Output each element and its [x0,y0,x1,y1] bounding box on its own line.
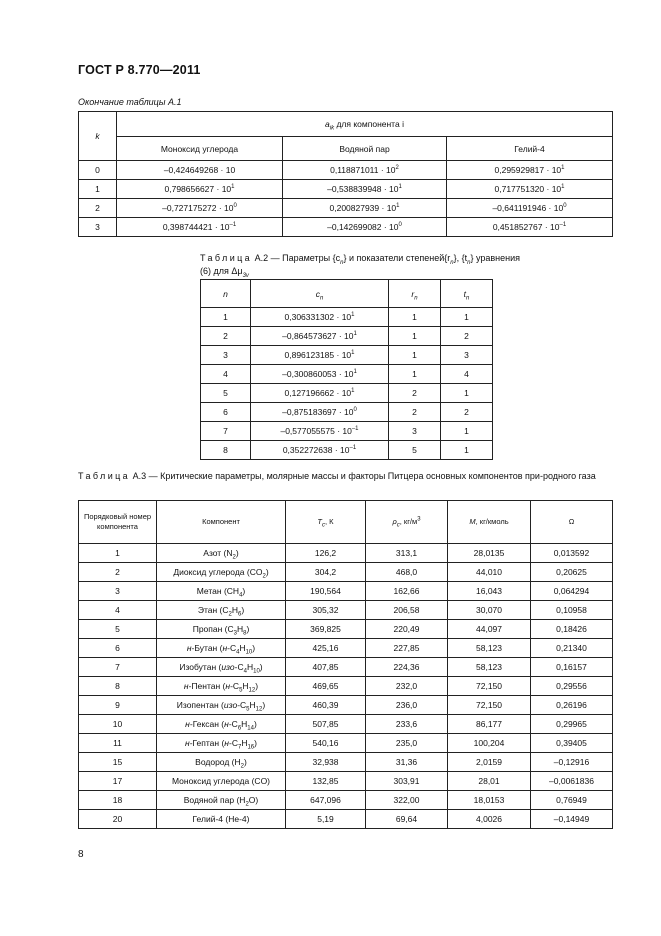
table3-component-cell: н-Бутан $(н-C_4H_{10})$ [157,639,286,658]
table3-component-cell: Водород $(H_2)$ [157,753,286,772]
table-row [79,753,613,772]
table3-component-cell: Азот $(N_2)$ [157,544,286,563]
table1-value-cell: $0,295929817 \cdot 10^1$ [447,161,613,180]
table3-num-cell: 3 [79,582,157,601]
table2-n-cell: 6 [201,403,251,422]
table-row [201,403,493,422]
table1-k-cell: 2 [79,199,117,218]
table3-rho-cell: 206,58 [366,601,448,620]
table3-m-cell: 28,0135 [448,544,531,563]
table3-m-cell: 18,0153 [448,791,531,810]
table2-n-cell: 7 [201,422,251,441]
document-header: ГОСТ Р 8.770—2011 [78,63,201,77]
table3-rho-cell: 468,0 [366,563,448,582]
table3-tc-header: $T_c$, К [286,501,366,544]
table2-n-cell: 1 [201,308,251,327]
table-row [79,218,613,237]
table2-r-cell: 3 [389,422,441,441]
table3-omega-cell: 0,20625 [531,563,613,582]
table3-num-cell: 15 [79,753,157,772]
table3-num-cell: 5 [79,620,157,639]
table3-tc-cell: 132,85 [286,772,366,791]
table3-rho-cell: 220,49 [366,620,448,639]
table2-caption: Таблица А.2 — Параметры $\{c_n\}$ и показатели $степеней\{r_n\}$, $\{t_n\}$ уравнения (6) для $\Delta\mu_{3v}$ [200,253,520,279]
table3-omega-cell: 0,10958 [531,601,613,620]
table1-k-cell: 0 [79,161,117,180]
table3-component-cell: Пропан $(C_3H_8)$ [157,620,286,639]
table3-tc-cell: 647,096 [286,791,366,810]
table3-num-cell: 11 [79,734,157,753]
table2-r-cell: 2 [389,384,441,403]
table3-tc-cell: 305,32 [286,601,366,620]
table3-rho-cell: 31,36 [366,753,448,772]
table1-value-cell: –0,424649268 · 10 [117,161,283,180]
table1-value-cell: $0,451852767 \cdot 10^{-1}$ [447,218,613,237]
table3-rho-cell: 162,66 [366,582,448,601]
table2-c-cell: $-0,875183697 \cdot 10^0$ [251,403,389,422]
table3-tc-cell: 126,2 [286,544,366,563]
table2-c-cell: $0,352272638 \cdot 10^{-1}$ [251,441,389,460]
table1-col-header: Моноксид углерода [117,137,283,161]
table-row [79,199,613,218]
table-row [201,365,493,384]
table-row [79,639,613,658]
table3-rho-cell: 224,36 [366,658,448,677]
table3-m-cell: 86,177 [448,715,531,734]
table3-num-cell: 10 [79,715,157,734]
table3-component-cell: н-Гептан $(н-C_7H_{16})$ [157,734,286,753]
table3-rho-cell: 235,0 [366,734,448,753]
table-row [79,810,613,829]
table-row [79,620,613,639]
table3-tc-cell: 32,938 [286,753,366,772]
table3-component-header: Компонент [157,501,286,544]
table2-t-cell: 3 [441,346,493,365]
table3-component-cell: н-Гексан $(н-C_6H_{14})$ [157,715,286,734]
table1-col-header: Водяной пар [283,137,447,161]
table3-num-cell: 20 [79,810,157,829]
table1-body [79,161,613,237]
table3-omega-cell: –0,0061836 [531,772,613,791]
table1-value-cell: $-0,142699082 \cdot 10^0$ [283,218,447,237]
table-row [201,384,493,403]
table2-r-cell: 1 [389,346,441,365]
table1-value-cell: $0,200827939 \cdot 10^1$ [283,199,447,218]
table-row [201,327,493,346]
table3-component-cell: н-Пентан $(н-C_5H_{12})$ [157,677,286,696]
table2-n-cell: 5 [201,384,251,403]
table3-m-cell: 58,123 [448,639,531,658]
table-row [79,563,613,582]
table1-value-cell: $0,717751320 \cdot 10^1$ [447,180,613,199]
table3-omega-cell: 0,21340 [531,639,613,658]
table2 [200,279,493,460]
table3-rho-cell: 69,64 [366,810,448,829]
table3-m-cell: 16,043 [448,582,531,601]
table3-rho-cell: 322,00 [366,791,448,810]
table-row [79,734,613,753]
table2-r-cell: 1 [389,327,441,346]
table3-m-cell: 44,097 [448,620,531,639]
table3-m-cell: 4,0026 [448,810,531,829]
table3-tc-cell: 5,19 [286,810,366,829]
table3-omega-cell: 0,064294 [531,582,613,601]
table3-num-cell: 8 [79,677,157,696]
table2-r-cell: 1 [389,365,441,384]
table2-c-header: $c_n$ [251,280,389,308]
table2-r-header: $r_n$ [389,280,441,308]
table3-num-cell: 18 [79,791,157,810]
table-row [79,677,613,696]
table3-omega-cell: 0,76949 [531,791,613,810]
table2-c-cell: $-0,577055575 \cdot 10^{-1}$ [251,422,389,441]
table3-num-cell: 9 [79,696,157,715]
table1-group-header: $a_{ik}$ для компонента i [117,112,613,137]
table-row [201,422,493,441]
table3-omega-cell: 0,18426 [531,620,613,639]
table3-component-cell: Водяной пар $(H_2O)$ [157,791,286,810]
table1-value-cell: $-0,641191946 \cdot 10^0$ [447,199,613,218]
table-row [201,308,493,327]
table3-tc-cell: 190,564 [286,582,366,601]
table3-num-cell: 1 [79,544,157,563]
table2-c-cell: $-0,864573627 \cdot 10^1$ [251,327,389,346]
table1-k-cell: 3 [79,218,117,237]
table1-value-cell: $-0,538839948 \cdot 10^1$ [283,180,447,199]
table2-r-cell: 1 [389,308,441,327]
table2-c-cell: $0,127196662 \cdot 10^1$ [251,384,389,403]
table3 [78,500,613,829]
table-row [79,582,613,601]
table3-tc-cell: 460,39 [286,696,366,715]
table3-rho-cell: 313,1 [366,544,448,563]
table3-m-cell: 30,070 [448,601,531,620]
table-row [79,601,613,620]
table3-omega-header: Ω [531,501,613,544]
table2-c-cell: $0,306331302 \cdot 10^1$ [251,308,389,327]
table3-tc-cell: 507,85 [286,715,366,734]
table3-component-cell: Гелий-4 (He-4) [157,810,286,829]
table1-value-cell: $0,118871011 \cdot 10^2$ [283,161,447,180]
table1-k-cell: 1 [79,180,117,199]
table3-omega-cell: 0,29556 [531,677,613,696]
table1-value-cell: $0,798656627 \cdot 10^1$ [117,180,283,199]
table2-n-cell: 2 [201,327,251,346]
table2-t-header: $t_n$ [441,280,493,308]
table-row [201,441,493,460]
table2-t-cell: 1 [441,422,493,441]
table3-omega-cell: 0,29965 [531,715,613,734]
table-row [79,180,613,199]
table2-c-cell: $-0,300860053 \cdot 10^1$ [251,365,389,384]
table3-tc-cell: 425,16 [286,639,366,658]
table-row [79,161,613,180]
table2-n-header: n [201,280,251,308]
table2-r-cell: 2 [389,403,441,422]
table3-tc-cell: 304,2 [286,563,366,582]
table-row [79,696,613,715]
table3-m-cell: 28,01 [448,772,531,791]
page-number: 8 [78,849,84,860]
table3-tc-cell: 369,825 [286,620,366,639]
table-row [79,715,613,734]
table3-m-cell: 2,0159 [448,753,531,772]
table2-n-cell: 3 [201,346,251,365]
table3-caption: Таблица А.3 — Критические параметры, молярные массы и факторы Питцера основных компонентов при-родного газа [78,471,596,481]
table3-tc-cell: 407,85 [286,658,366,677]
table3-m-cell: 100,204 [448,734,531,753]
table3-omega-cell: 0,26196 [531,696,613,715]
table2-c-cell: $0,896123185 \cdot 10^1$ [251,346,389,365]
table2-r-cell: 5 [389,441,441,460]
table2-t-cell: 2 [441,403,493,422]
table2-n-cell: 8 [201,441,251,460]
table-row [201,346,493,365]
table3-omega-cell: 0,16157 [531,658,613,677]
table3-omega-cell: 0,39405 [531,734,613,753]
table-row [79,791,613,810]
table3-rho-cell: 303,91 [366,772,448,791]
table3-omega-cell: 0,013592 [531,544,613,563]
table2-t-cell: 2 [441,327,493,346]
table3-m-cell: 44,010 [448,563,531,582]
table3-component-cell: Изопентан $(изо-C_5H_{12})$ [157,696,286,715]
table3-rho-cell: 233,6 [366,715,448,734]
table3-rho-cell: 232,0 [366,677,448,696]
table3-tc-cell: 540,16 [286,734,366,753]
table3-component-cell: Этан $(C_2H_6)$ [157,601,286,620]
table-row [79,658,613,677]
table3-component-cell: Диоксид углерода $(CO_2)$ [157,563,286,582]
table3-num-cell: 17 [79,772,157,791]
table1-col-header: Гелий-4 [447,137,613,161]
table3-m-cell: 72,150 [448,696,531,715]
table3-num-cell: 2 [79,563,157,582]
table3-component-cell: Изобутан $(изо-C_4H_{10})$ [157,658,286,677]
table3-omega-cell: –0,14949 [531,810,613,829]
table3-m-header: M, кг/кмоль [448,501,531,544]
table1-value-cell: $-0,727175272 \cdot 10^0$ [117,199,283,218]
table3-m-cell: 72,150 [448,677,531,696]
table2-t-cell: 1 [441,384,493,403]
table3-body [79,544,613,829]
table3-omega-cell: –0,12916 [531,753,613,772]
table3-component-cell: Метан $(CH_4)$ [157,582,286,601]
table2-t-cell: 1 [441,441,493,460]
table-row [79,772,613,791]
table3-rho-header: $\rho_c$, $кг/м^3$ [366,501,448,544]
table3-num-cell: 6 [79,639,157,658]
table2-n-cell: 4 [201,365,251,384]
table2-t-cell: 1 [441,308,493,327]
table1-caption: Окончание таблицы А.1 [78,97,182,107]
table3-rho-cell: 236,0 [366,696,448,715]
table3-m-cell: 58,123 [448,658,531,677]
table3-num-cell: 4 [79,601,157,620]
table3-tc-cell: 469,65 [286,677,366,696]
table1-value-cell: $0,398744421 \cdot 10^{-1}$ [117,218,283,237]
table3-num-header: Порядковый номер компонента [79,501,157,544]
table2-t-cell: 4 [441,365,493,384]
table1-k-header: k [79,112,117,161]
table3-component-cell: Моноксид углерода (CO) [157,772,286,791]
table3-num-cell: 7 [79,658,157,677]
table-row [79,544,613,563]
table3-rho-cell: 227,85 [366,639,448,658]
table1 [78,111,613,237]
table2-body [201,308,493,460]
